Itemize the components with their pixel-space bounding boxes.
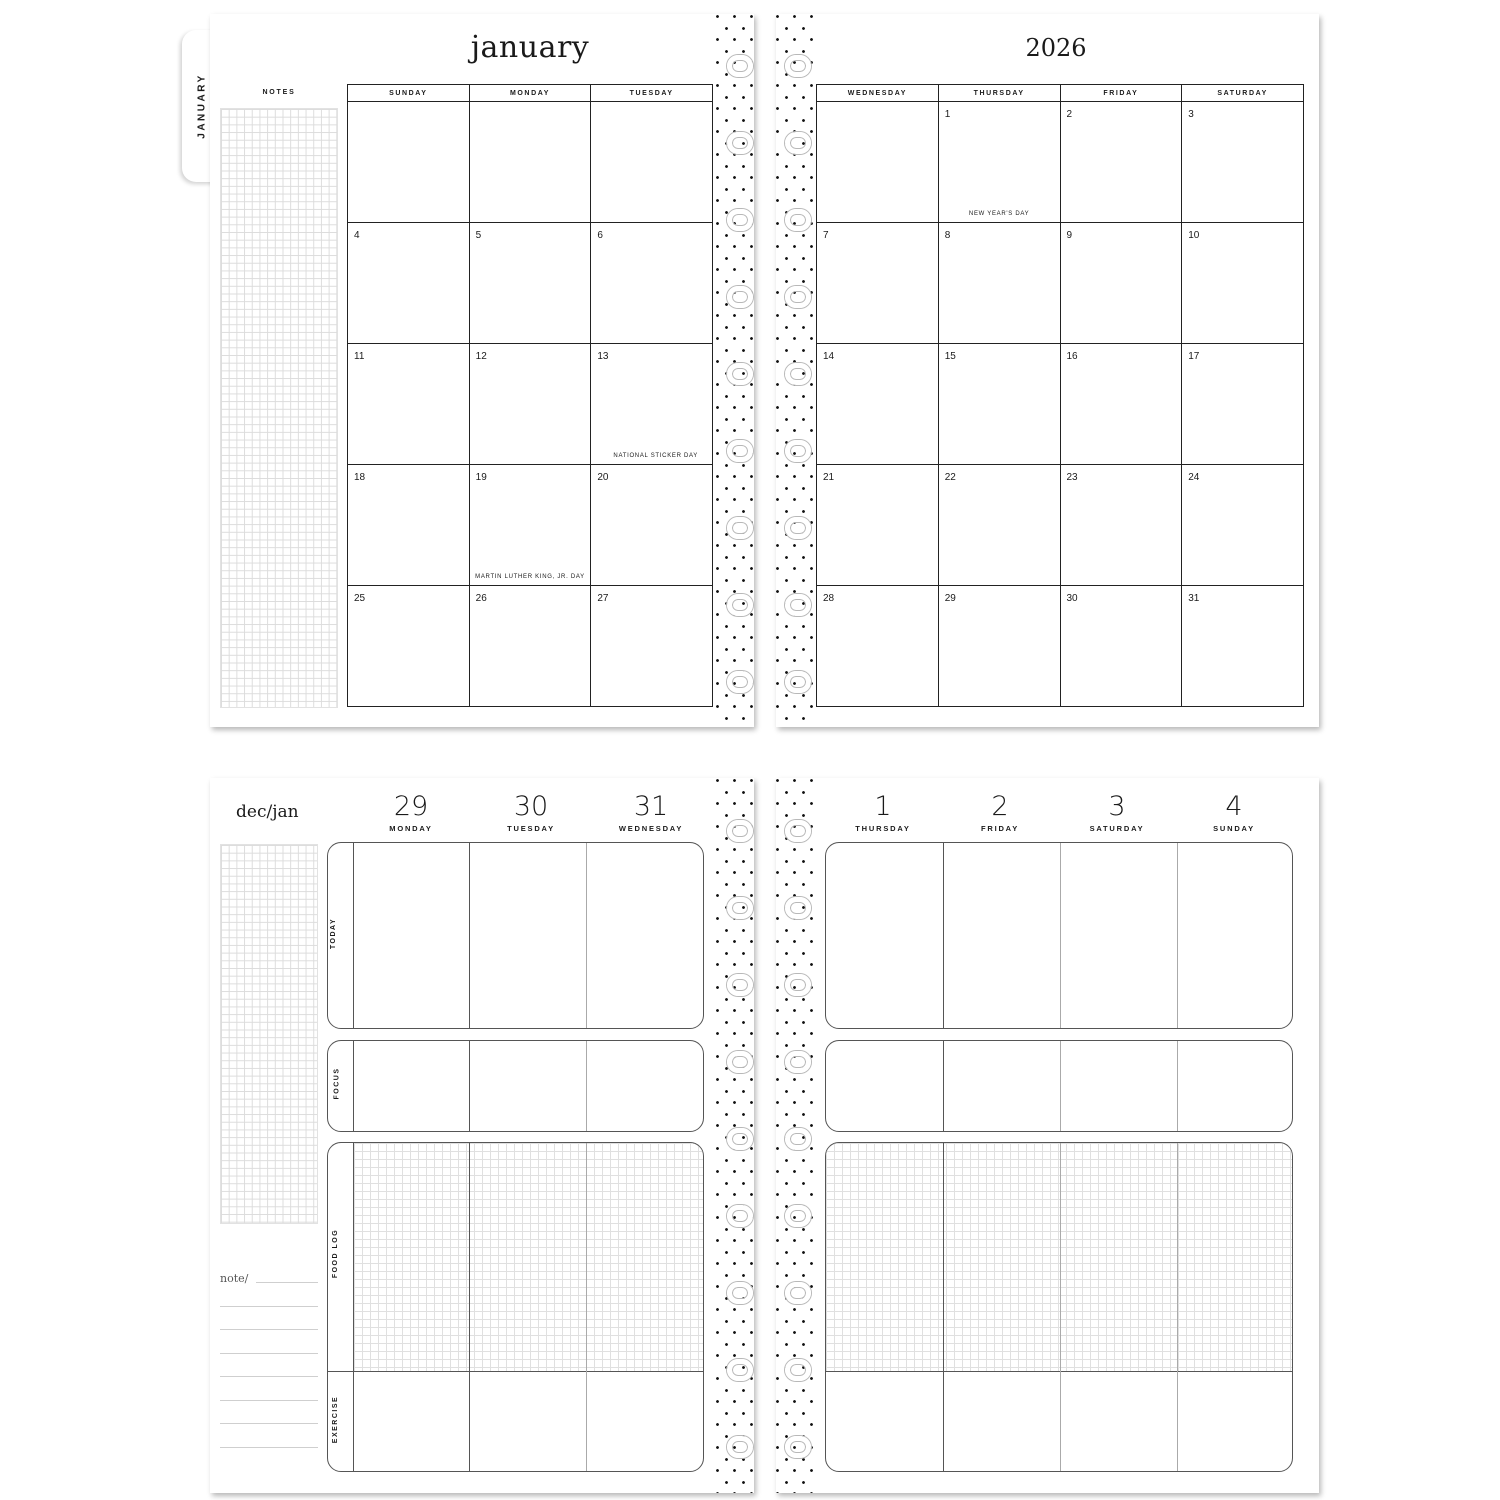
week-row — [348, 586, 713, 707]
day-cell[interactable] — [1182, 223, 1304, 344]
binder-ring — [785, 1051, 811, 1073]
day-number: 31 — [1188, 593, 1200, 604]
day-number: 20 — [597, 472, 609, 483]
day-cell[interactable] — [817, 102, 939, 223]
binder-ring — [785, 671, 811, 693]
day-number: 25 — [354, 593, 366, 604]
monthly-left-page — [210, 14, 754, 727]
day-number: 30 — [1066, 593, 1078, 604]
week-row — [348, 102, 713, 223]
day-cell[interactable] — [591, 586, 713, 707]
weekly-left-page — [210, 778, 754, 1493]
day-cell[interactable] — [817, 223, 939, 344]
day-number: 30 — [513, 791, 549, 822]
focus-box-right[interactable] — [825, 1040, 1293, 1132]
notes-label: NOTES — [262, 89, 296, 96]
day-number: 28 — [823, 593, 835, 604]
day-cell[interactable] — [938, 344, 1060, 465]
day-number: 4 — [1225, 791, 1243, 822]
notes-grid[interactable] — [220, 844, 318, 1224]
day-number: 12 — [475, 351, 487, 362]
binder-ring — [785, 286, 811, 308]
note-line[interactable] — [220, 1353, 318, 1354]
day-cell[interactable] — [469, 465, 591, 586]
day-cell[interactable] — [469, 102, 591, 223]
day-cell[interactable] — [1182, 344, 1304, 465]
binder-ring — [785, 594, 811, 616]
day-cell[interactable] — [348, 586, 470, 707]
day-cell[interactable] — [469, 344, 591, 465]
day-name: MONDAY — [389, 824, 433, 833]
binder-ring — [785, 132, 811, 154]
binder-ring — [727, 974, 753, 996]
day-cell[interactable] — [591, 344, 713, 465]
month-tab-label: JANUARY — [196, 73, 208, 139]
food-log-exercise-box[interactable] — [327, 1142, 704, 1472]
binder-ring — [727, 1282, 753, 1304]
holiday-label: NEW YEAR'S DAY — [968, 211, 1030, 217]
day-number: 3 — [1188, 109, 1194, 120]
day-cell[interactable] — [348, 344, 470, 465]
day-cell[interactable] — [938, 586, 1060, 707]
day-number: 6 — [597, 230, 603, 241]
day-header — [945, 792, 1055, 833]
binder-ring — [727, 440, 753, 462]
day-cell[interactable] — [591, 223, 713, 344]
day-cell[interactable] — [817, 465, 939, 586]
day-number: 10 — [1188, 230, 1200, 241]
note-label: note/ — [220, 1272, 249, 1285]
binder-ring — [785, 897, 811, 919]
day-name: SUNDAY — [1213, 824, 1255, 833]
weekday-header: THURSDAY — [938, 85, 1060, 102]
section-label-exercise: EXERCISE — [332, 1395, 340, 1444]
binder-ring — [727, 55, 753, 77]
day-number: 2 — [991, 791, 1009, 822]
binder-ring — [727, 209, 753, 231]
binder-ring — [785, 820, 811, 842]
day-cell[interactable] — [1060, 102, 1182, 223]
day-number: 26 — [475, 593, 487, 604]
binder-ring — [785, 363, 811, 385]
day-number: 1 — [874, 791, 892, 822]
binder-ring — [785, 1128, 811, 1150]
week-row — [817, 102, 1304, 223]
week-row — [348, 223, 713, 344]
day-cell[interactable] — [938, 223, 1060, 344]
week-row — [817, 465, 1304, 586]
day-number: 5 — [475, 230, 482, 241]
day-cell[interactable] — [817, 344, 939, 465]
day-cell[interactable] — [1182, 102, 1304, 223]
day-number: 22 — [944, 472, 956, 483]
monthly-right-page — [776, 14, 1319, 727]
binder-ring — [727, 671, 753, 693]
binder-ring — [785, 974, 811, 996]
year-title: 2026 — [1025, 34, 1087, 62]
binder-ring — [727, 1128, 753, 1150]
day-number: 27 — [597, 593, 609, 604]
day-number: 14 — [823, 351, 835, 362]
binder-ring — [785, 1282, 811, 1304]
food-log-exercise-box-right[interactable] — [825, 1142, 1293, 1472]
week-row — [348, 344, 713, 465]
binder-ring — [727, 363, 753, 385]
note-line[interactable] — [220, 1306, 318, 1307]
binder-ring — [727, 1051, 753, 1073]
day-number: 19 — [475, 472, 487, 483]
binder-ring — [727, 1359, 753, 1381]
note-line[interactable] — [220, 1447, 318, 1448]
day-number: 11 — [354, 351, 365, 362]
binder-ring — [785, 1436, 811, 1458]
note-line[interactable] — [220, 1400, 318, 1401]
day-cell[interactable] — [591, 102, 713, 223]
weekday-header: MONDAY — [469, 85, 591, 102]
binder-ring — [785, 1205, 811, 1227]
binder-ring — [727, 1205, 753, 1227]
holiday-label: MARTIN LUTHER KING, JR. DAY — [475, 574, 585, 580]
day-number: 17 — [1188, 351, 1200, 362]
monthly-calendar-left — [347, 84, 713, 707]
day-number: 31 — [633, 791, 669, 822]
day-cell[interactable] — [1060, 223, 1182, 344]
holiday-label: NATIONAL STICKER DAY — [613, 453, 698, 459]
binder-ring — [727, 1436, 753, 1458]
day-number: 2 — [1066, 109, 1073, 120]
day-number: 1 — [944, 109, 951, 120]
day-number: 29 — [944, 593, 956, 604]
day-header — [1062, 792, 1172, 833]
day-cell[interactable] — [591, 465, 713, 586]
note-line[interactable] — [220, 1423, 318, 1424]
focus-box[interactable] — [327, 1040, 704, 1132]
week-row — [817, 586, 1304, 707]
day-cell[interactable] — [817, 586, 939, 707]
today-box-right[interactable] — [825, 842, 1293, 1029]
day-number: 8 — [944, 230, 951, 241]
today-box[interactable] — [327, 842, 704, 1029]
week-row — [817, 223, 1304, 344]
day-cell[interactable] — [469, 223, 591, 344]
day-cell[interactable] — [1060, 344, 1182, 465]
note-line[interactable] — [256, 1282, 318, 1283]
binder-ring — [785, 1359, 811, 1381]
note-line[interactable] — [220, 1376, 318, 1377]
day-number: 9 — [1066, 230, 1073, 241]
note-line[interactable] — [220, 1329, 318, 1330]
binder-ring — [727, 132, 753, 154]
day-number: 21 — [823, 472, 835, 483]
section-label-food-log: FOOD LOG — [332, 1228, 340, 1279]
weekly-right-page — [776, 778, 1319, 1493]
day-cell[interactable] — [1060, 586, 1182, 707]
month-title: january — [470, 30, 590, 65]
day-header — [828, 792, 938, 833]
day-cell[interactable] — [938, 102, 1060, 223]
day-cell[interactable] — [348, 465, 470, 586]
day-header — [1179, 792, 1289, 833]
binder-ring — [727, 820, 753, 842]
day-header — [596, 792, 706, 833]
day-number: 7 — [823, 230, 829, 241]
weekday-header: TUESDAY — [591, 85, 713, 102]
binder-ring — [785, 517, 811, 539]
day-cell[interactable] — [938, 465, 1060, 586]
day-name: TUESDAY — [507, 824, 555, 833]
day-cell[interactable] — [469, 586, 591, 707]
weekday-header: WEDNESDAY — [817, 85, 939, 102]
week-row — [817, 344, 1304, 465]
day-number: 4 — [354, 230, 360, 241]
day-name: THURSDAY — [855, 824, 911, 833]
day-number: 18 — [354, 472, 366, 483]
weekday-header: SATURDAY — [1182, 85, 1304, 102]
binder-ring — [785, 209, 811, 231]
day-number: 16 — [1066, 351, 1078, 362]
day-name: WEDNESDAY — [618, 824, 684, 833]
day-name: FRIDAY — [980, 824, 1020, 833]
day-number: 15 — [944, 351, 956, 362]
day-number: 29 — [393, 791, 429, 822]
day-cell[interactable] — [1060, 465, 1182, 586]
section-label-today: TODAY — [330, 917, 338, 950]
day-header — [356, 792, 466, 833]
week-title: dec/jan — [236, 802, 299, 822]
section-label-focus: FOCUS — [333, 1067, 341, 1100]
binder-ring — [785, 440, 811, 462]
day-number: 24 — [1188, 472, 1200, 483]
day-cell[interactable] — [1182, 465, 1304, 586]
binder-ring — [785, 55, 811, 77]
week-row — [348, 465, 713, 586]
day-cell[interactable] — [1182, 586, 1304, 707]
day-number: 3 — [1108, 791, 1126, 822]
day-cell[interactable] — [348, 102, 470, 223]
day-cell[interactable] — [348, 223, 470, 344]
day-header — [476, 792, 586, 833]
day-number: 23 — [1066, 472, 1078, 483]
weekday-header: SUNDAY — [348, 85, 470, 102]
binder-ring — [727, 286, 753, 308]
weekday-header: FRIDAY — [1060, 85, 1182, 102]
binder-ring — [727, 594, 753, 616]
binder-ring — [727, 517, 753, 539]
monthly-calendar-right — [816, 84, 1304, 707]
day-name: SATURDAY — [1089, 824, 1145, 833]
day-number: 13 — [597, 351, 609, 362]
binder-ring — [727, 897, 753, 919]
notes-grid[interactable] — [220, 108, 338, 708]
